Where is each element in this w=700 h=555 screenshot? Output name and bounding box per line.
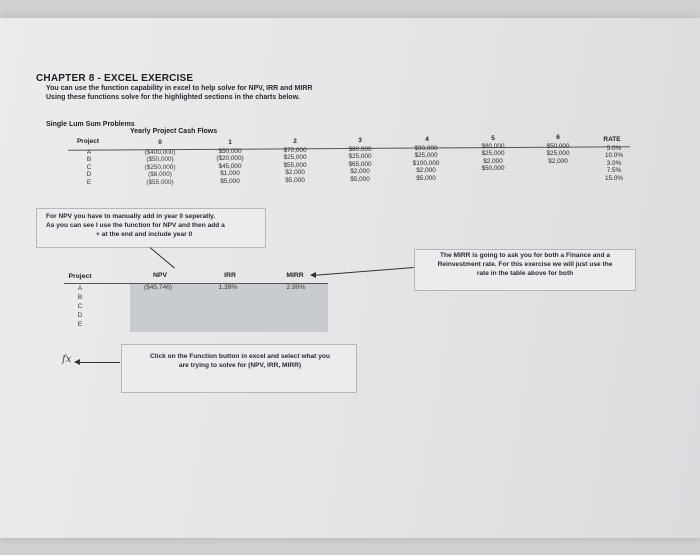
results-project-header: Project <box>68 273 92 280</box>
year-1-column <box>205 148 255 185</box>
npv-header: NPV <box>153 272 167 279</box>
year-4-column <box>400 145 452 182</box>
cash-flow-cell: $55,000 <box>283 161 307 169</box>
cash-flow-cell: $5,000 <box>416 174 436 182</box>
npv-value-a[interactable]: ($45,746) <box>143 284 173 291</box>
year-0-column <box>135 149 185 186</box>
mirr-note-line: rate in the table above for both <box>476 270 574 277</box>
cash-flow-cell: $5,000 <box>350 175 370 183</box>
mirr-header: MIRR <box>286 272 304 279</box>
rate-cell: 5.0% <box>606 145 622 152</box>
cash-flow-cell: $25,000 <box>283 154 307 162</box>
section-title: Single Lum Sum Problems <box>46 121 135 128</box>
project-letter: B <box>77 294 83 301</box>
project-letter: D <box>77 312 83 319</box>
year-3-header: 3 <box>358 137 362 144</box>
project-letter: B <box>86 156 92 164</box>
irr-value-a[interactable]: 1.39% <box>218 284 238 291</box>
cash-flow-cell: $80,000 <box>348 146 372 153</box>
project-column <box>82 149 96 186</box>
year-2-column <box>270 147 320 184</box>
mirr-value-a[interactable]: 2.90% <box>286 284 306 291</box>
npv-note-line: + at the end and include year 0 <box>96 231 193 238</box>
cash-flow-cell: $25,000 <box>481 150 505 158</box>
project-letter: C <box>86 163 92 171</box>
cash-flow-cell: $2,000 <box>483 157 503 165</box>
instruction-line-2: Using these functions solve for the highlighted sections in the charts below. <box>46 94 300 101</box>
cash-flow-cell: $2,000 <box>548 157 568 165</box>
cash-flow-cell: $50,000 <box>218 148 242 155</box>
cash-flow-cell: $5,000 <box>220 177 240 185</box>
cash-flow-cell: $70,000 <box>283 147 307 154</box>
cash-flow-cell: $25,000 <box>348 153 372 161</box>
results-project-column <box>73 284 87 329</box>
cash-flow-cell: $25,000 <box>414 152 438 160</box>
rate-cell: 10.0% <box>604 152 624 160</box>
year-2-header: 2 <box>293 138 297 145</box>
year-0-header: 0 <box>158 139 162 146</box>
cash-flow-cell: $50,000 <box>546 143 570 150</box>
project-letter: D <box>86 171 92 179</box>
cash-flow-cell: ($250,000) <box>144 163 176 171</box>
year-3-column <box>335 146 385 183</box>
rate-column <box>594 145 634 182</box>
cash-flow-cell: ($400,000) <box>144 149 176 156</box>
mirr-arrowhead-icon <box>310 272 316 278</box>
year-6-header: 6 <box>556 134 560 141</box>
year-5-header: 5 <box>491 135 495 142</box>
cash-flow-cell: ($50,000) <box>146 156 174 164</box>
year-5-column <box>468 143 518 173</box>
project-letter: C <box>77 303 83 310</box>
npv-note-line: As you can see I use the function for NPV and then add a <box>46 222 225 229</box>
project-letter: E <box>86 178 92 186</box>
project-letter: A <box>77 285 83 292</box>
cash-flow-title: Yearly Project Cash Flows <box>130 128 218 135</box>
mirr-note-line: The MIRR is going to ask you for both a Finance and a <box>440 252 610 259</box>
rate-cell: 3.0% <box>606 159 622 167</box>
cash-flow-cell: $65,000 <box>348 160 372 168</box>
fx-arrowhead-icon <box>74 359 80 365</box>
cash-flow-cell: $2,000 <box>285 169 305 177</box>
project-header: Project <box>76 138 100 145</box>
mirr-note-line: Reinvestment rate. For this exercise we will just use the <box>437 261 613 268</box>
fx-arrow <box>76 362 120 363</box>
highlighted-results-area[interactable] <box>130 284 328 332</box>
irr-header: IRR <box>224 272 236 279</box>
instruction-line-1: You can use the function capability in excel to help solve for NPV, IRR and MIRR <box>46 85 313 92</box>
cash-flow-cell: $1,000 <box>220 170 240 178</box>
npv-note-line: For NPV you have to manually add in year 0 seperatly. <box>46 213 216 220</box>
cash-flow-cell: $5,000 <box>285 176 305 184</box>
rate-header: RATE <box>603 136 621 143</box>
fx-icon: fx <box>62 354 72 365</box>
npv-note <box>46 212 261 239</box>
fx-note-line: Click on the Function button in excel and select what you <box>150 353 330 360</box>
cash-flow-cell: $2,000 <box>350 168 370 176</box>
cash-flow-cell: $2,000 <box>416 167 436 175</box>
cash-flow-cell: ($8,000) <box>148 171 172 179</box>
year-4-header: 4 <box>425 136 429 143</box>
rate-cell: 15.0% <box>604 174 624 182</box>
cash-flow-cell: $100,000 <box>412 159 440 167</box>
cash-flow-cell: $50,000 <box>481 165 505 173</box>
fx-note <box>126 352 354 370</box>
cash-flow-cell: ($55,000) <box>146 178 174 186</box>
cash-flow-cell: ($20,000) <box>216 155 244 163</box>
fx-note-line: are trying to solve for (NPV, IRR, MIRR) <box>178 362 302 369</box>
cash-flow-cell: $45,000 <box>218 162 242 170</box>
cash-flow-cell: $80,000 <box>481 143 505 150</box>
project-letter: E <box>77 321 83 328</box>
rate-cell: 7.5% <box>606 167 622 175</box>
page-title: CHAPTER 8 - EXCEL EXERCISE <box>36 73 194 84</box>
cash-flow-cell: $90,000 <box>414 145 438 152</box>
year-6-column <box>533 143 583 165</box>
mirr-note <box>418 251 632 278</box>
cash-flow-cell: $25,000 <box>546 150 570 158</box>
project-letter: A <box>86 149 92 156</box>
year-1-header: 1 <box>228 139 232 146</box>
